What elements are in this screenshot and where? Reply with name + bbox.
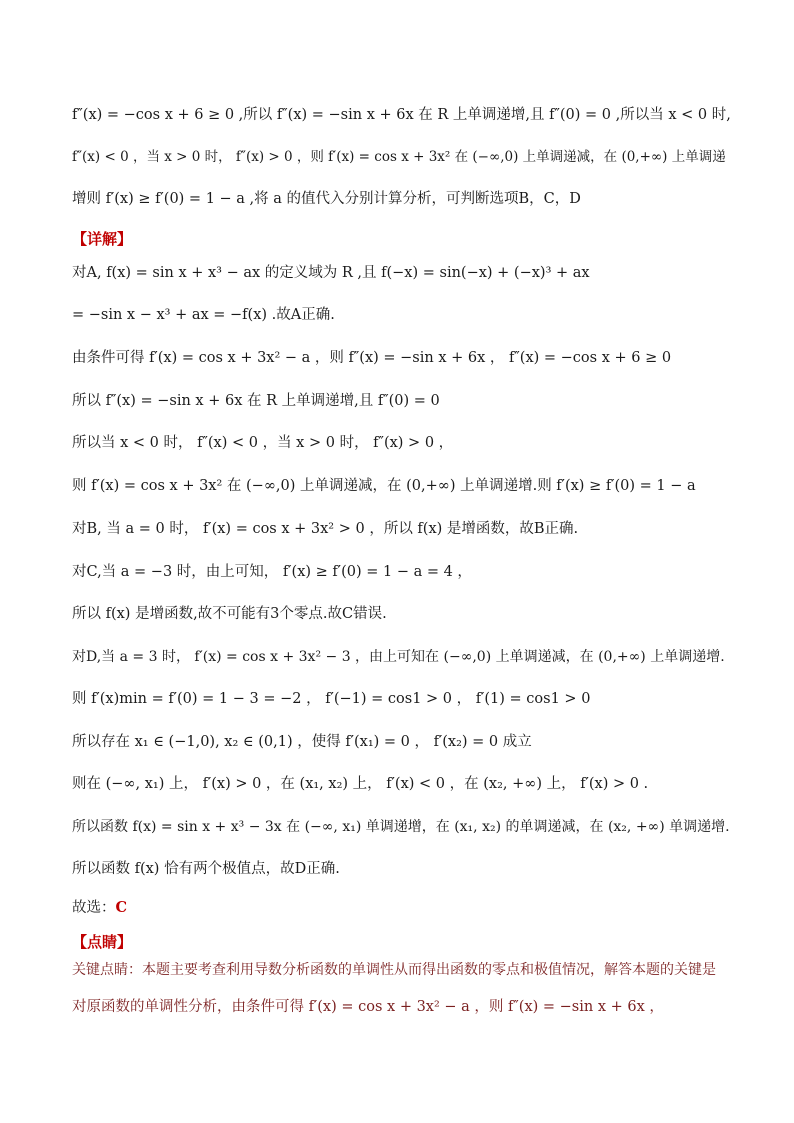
detail-line-9: 所以 f(x) 是增函数,故不可能有3个零点.故C错误.: [72, 606, 387, 622]
detail-line-15: 所以函数 f(x) 恰有两个极值点，故D正确.: [72, 861, 340, 877]
detail-line-13: 则在 (−∞, x₁) 上， f′(x) > 0 ，在 (x₁, x₂) 上， f′(x) < 0 ，在 (x₂, +∞) 上， f′(x) > 0 .: [72, 776, 649, 792]
detail-line-7: 对B, 当 a = 0 时， f′(x) = cos x + 3x² > 0 ，所以 f(x) 是增函数，故B正确.: [72, 521, 579, 537]
detail-line-10: 对D,当 a = 3 时， f′(x) = cos x + 3x² − 3 ，由上可知在 (−∞,0) 上单调递减，在 (0,+∞) 上单调递增.: [72, 649, 725, 665]
detail-line-5: 所以当 x < 0 时， f″(x) < 0 ，当 x > 0 时， f″(x) > 0 ，: [72, 435, 454, 451]
detail-line-1: 对A, f(x) = sin x + x³ − ax 的定义域为 R ,且 f(−x) = sin(−x) + (−x)³ + ax: [72, 265, 590, 281]
detail-line-6: 则 f′(x) = cos x + 3x² 在 (−∞,0) 上单调递减，在 (0,+∞) 上单调递增.则 f′(x) ≥ f′(0) = 1 − a: [72, 478, 696, 494]
review-line-1: 关键点睛：本题主要考查利用导数分析函数的单调性从而得出函数的零点和极值情况，解答本题的关键是: [72, 962, 716, 978]
detail-heading: 【详解】: [72, 230, 133, 248]
answer-label: 故选：: [72, 900, 116, 916]
detail-line-14: 所以函数 f(x) = sin x + x³ − 3x 在 (−∞, x₁) 单调递增，在 (x₁, x₂) 的单调递减，在 (x₂, +∞) 单调递增.: [72, 819, 730, 835]
detail-line-11: 则 f′(x)min = f′(0) = 1 − 3 = −2 ， f′(−1) = cos1 > 0 ， f′(1) = cos1 > 0: [72, 691, 591, 707]
review-heading: 【点睛】: [72, 933, 133, 951]
analysis-line-1: f″(x) = −cos x + 6 ≥ 0 ,所以 f″(x) = −sin x + 6x 在 R 上单调递增,且 f″(0) = 0 ,所以当 x < 0 时,: [72, 107, 731, 123]
answer-line: [72, 898, 732, 918]
detail-line-2: = −sin x − x³ + ax = −f(x) .故A正确.: [72, 307, 335, 323]
analysis-line-3: 增则 f′(x) ≥ f′(0) = 1 − a ,将 a 的值代入分别计算分析，可判断选项B，C，D: [72, 191, 581, 207]
detail-line-8: 对C,当 a = −3 时，由上可知， f′(x) ≥ f′(0) = 1 − a = 4 ，: [72, 564, 472, 580]
answer-value: C: [115, 899, 128, 916]
analysis-line-2: f″(x) < 0 ，当 x > 0 时， f″(x) > 0 ，则 f′(x) = cos x + 3x² 在 (−∞,0) 上单调递减，在 (0,+∞) 上单调递: [72, 149, 726, 165]
detail-line-12: 所以存在 x₁ ∈ (−1,0), x₂ ∈ (0,1) ，使得 f′(x₁) = 0 ， f′(x₂) = 0 成立: [72, 734, 532, 750]
detail-line-4: 所以 f″(x) = −sin x + 6x 在 R 上单调递增,且 f″(0) = 0: [72, 393, 440, 409]
review-line-2: 对原函数的单调性分析，由条件可得 f′(x) = cos x + 3x² − a ，则 f″(x) = −sin x + 6x ，: [72, 999, 664, 1015]
detail-line-3: 由条件可得 f′(x) = cos x + 3x² − a ，则 f″(x) = −sin x + 6x ， f″(x) = −cos x + 6 ≥ 0: [72, 350, 672, 366]
